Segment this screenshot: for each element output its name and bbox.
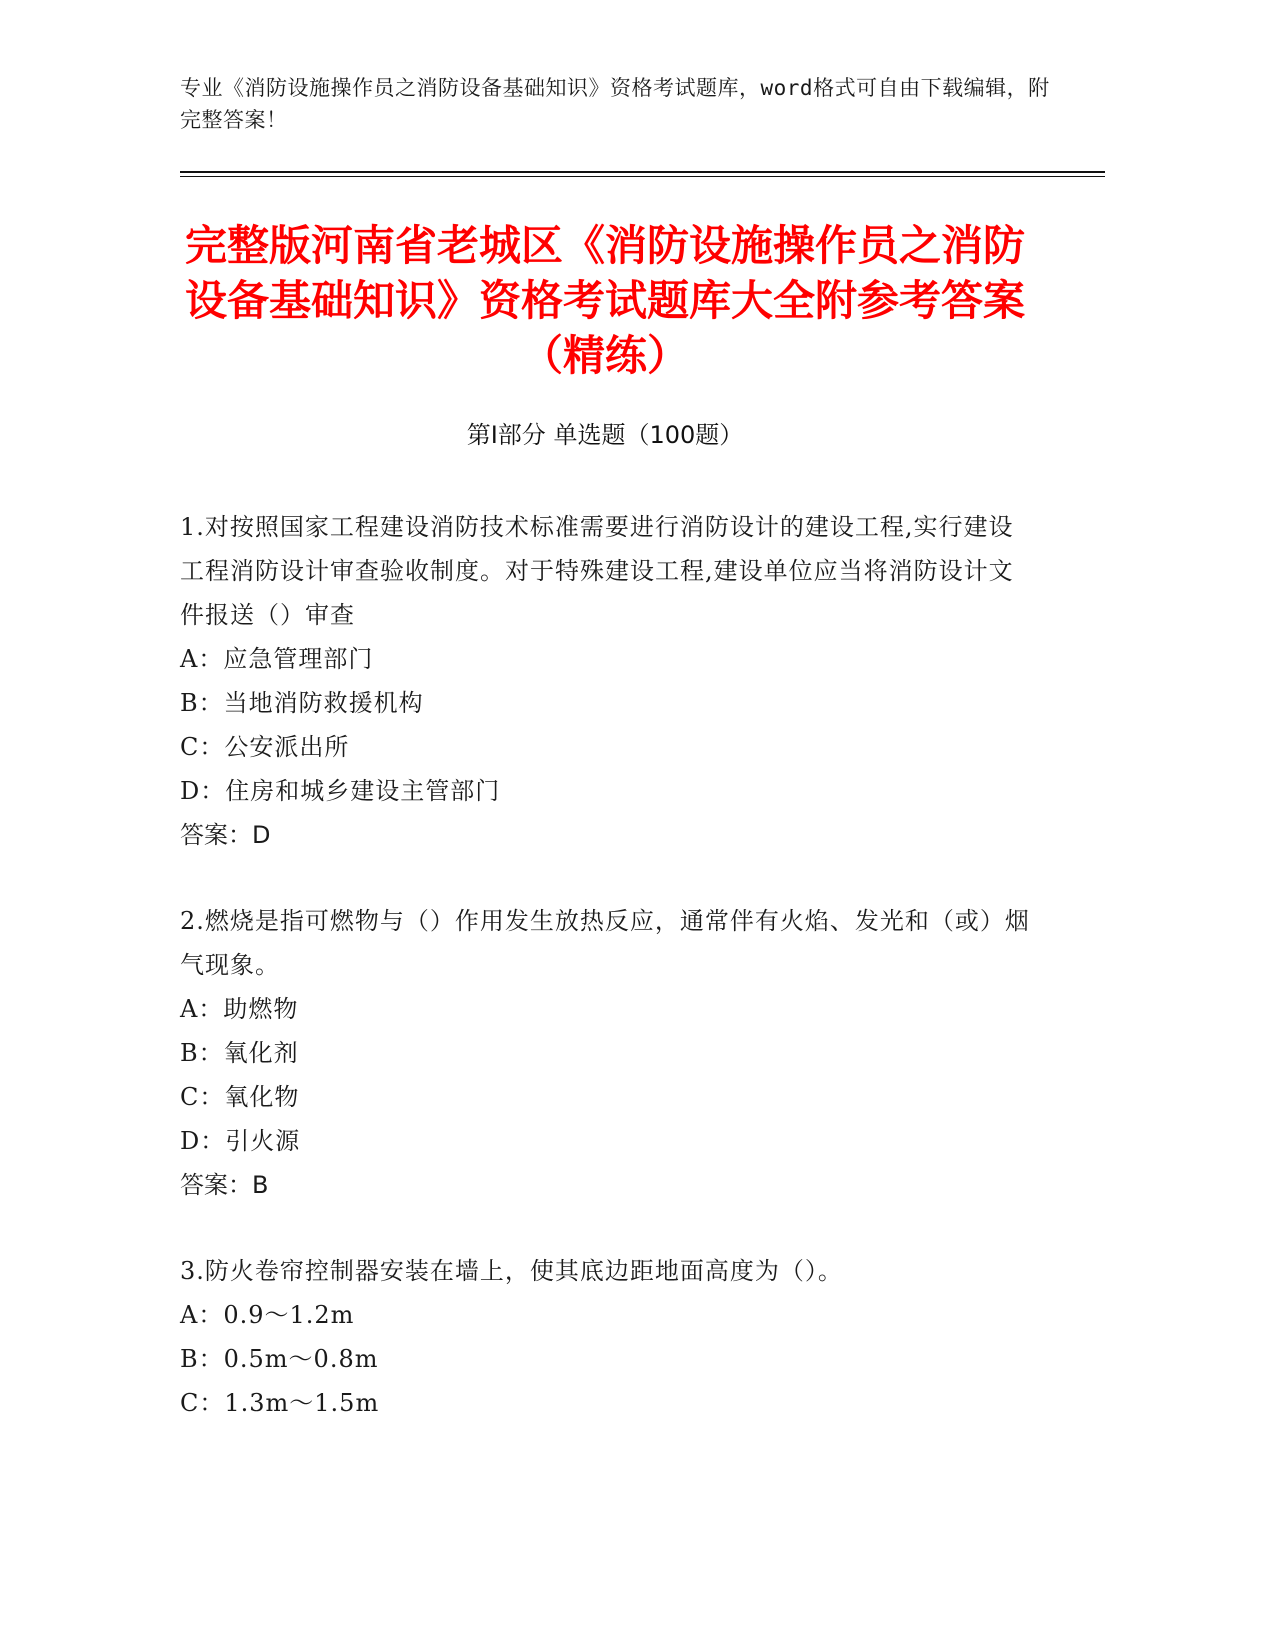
option-b: B：氧化剂 xyxy=(180,1039,299,1067)
question-list xyxy=(180,505,1030,1425)
question-stem: 1.对按照国家工程建设消防技术标准需要进行消防设计的建设工程,实行建设工程消防设计审查验收制度。对于特殊建设工程,建设单位应当将消防设计文件报送（）审查 xyxy=(180,513,1014,629)
header-note: 专业《消防设施操作员之消防设备基础知识》资格考试题库，word格式可自由下载编辑，附完整答案！ xyxy=(180,76,1050,132)
question-gap xyxy=(180,1207,1030,1249)
option-d: D：住房和城乡建设主管部门 xyxy=(180,777,501,805)
question-3 xyxy=(180,1249,1030,1425)
answer: 答案：D xyxy=(180,821,271,849)
question-stem: 2.燃烧是指可燃物与（）作用发生放热反应，通常伴有火焰、发光和（或）烟气现象。 xyxy=(180,907,1030,979)
option-b: B：0.5m～0.8m xyxy=(180,1345,379,1373)
document-title: 完整版河南省老城区《消防设施操作员之消防设备基础知识》资格考试题库大全附参考答案（精练） xyxy=(184,221,1025,380)
question-1 xyxy=(180,505,1030,857)
header-rule-thin xyxy=(180,176,1105,177)
section-title: 第Ⅰ部分 单选题（100题） xyxy=(466,421,744,449)
header-rule-thick xyxy=(180,171,1105,173)
option-b: B：当地消防救援机构 xyxy=(180,689,424,717)
option-a: A：助燃物 xyxy=(180,995,299,1023)
question-gap xyxy=(180,857,1030,899)
option-c: C：1.3m～1.5m xyxy=(180,1389,380,1417)
answer: 答案：B xyxy=(180,1171,269,1199)
option-c: C：氧化物 xyxy=(180,1083,300,1111)
option-a: A：应急管理部门 xyxy=(180,645,374,673)
option-c: C：公安派出所 xyxy=(180,733,350,761)
question-2 xyxy=(180,899,1030,1207)
option-a: A：0.9～1.2m xyxy=(180,1301,355,1329)
question-stem: 3.防火卷帘控制器安装在墙上，使其底边距地面高度为（）。 xyxy=(180,1257,843,1285)
option-d: D：引火源 xyxy=(180,1127,301,1155)
